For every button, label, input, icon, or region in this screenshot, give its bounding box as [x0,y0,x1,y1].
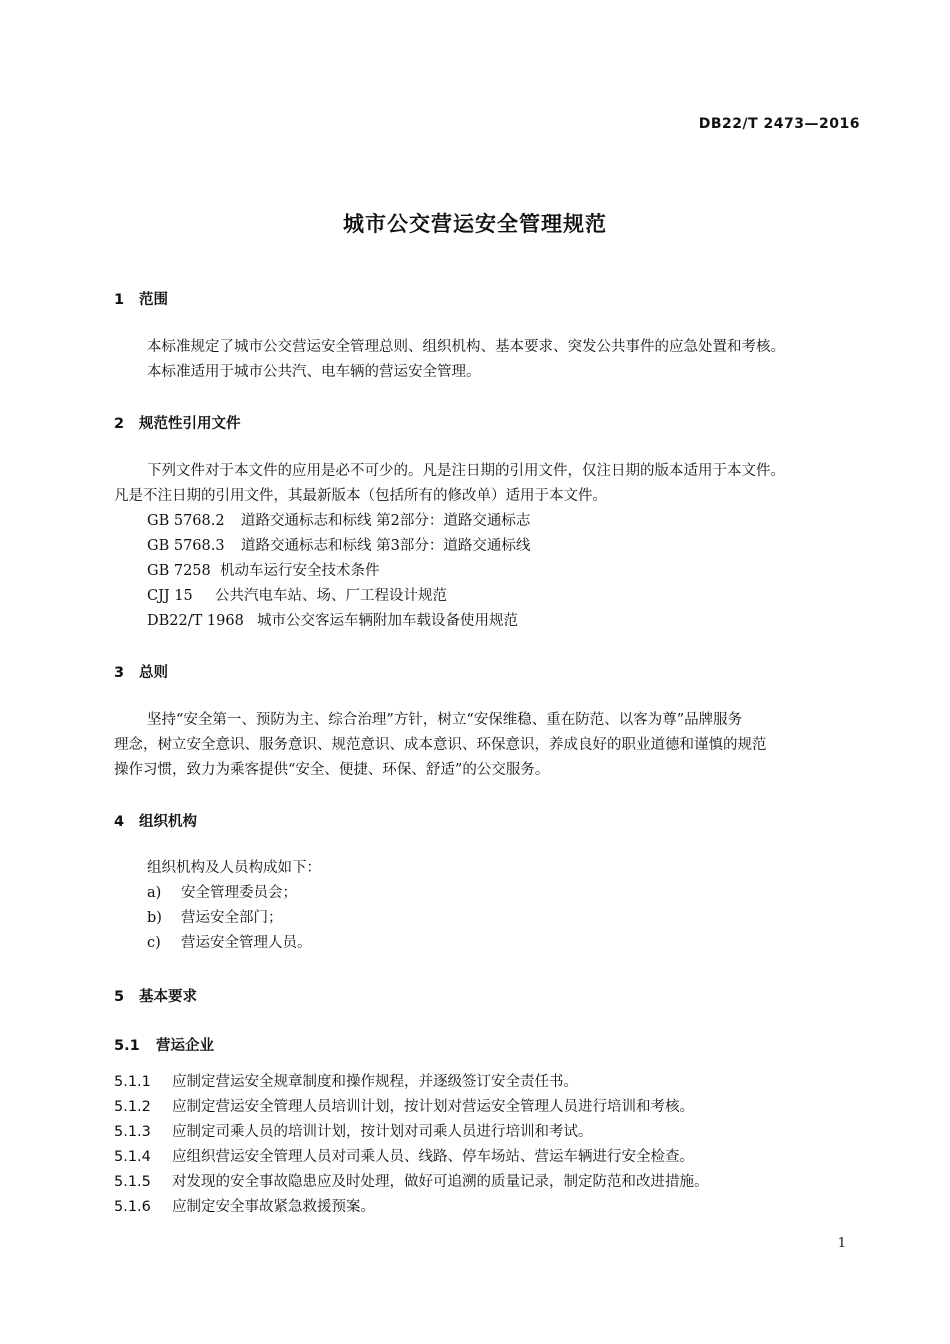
clause-text: 对发现的安全事故隐患应及时处理，做好可追溯的质量记录，制定防范和改进措施。 [172,1174,709,1190]
clause [114,1147,694,1167]
clause [114,1097,694,1117]
list-marker: b) [147,910,162,926]
clause-number: 5.1.1 [114,1074,151,1090]
reference-title: 道路交通标志和标线 第2部分：道路交通标志 [241,513,531,529]
clause-number: 5.1.5 [114,1174,151,1190]
section-number: 2 [114,416,125,432]
document-code: DB22/T 2473—2016 [698,116,860,132]
reference-title: 机动车运行安全技术条件 [220,563,380,579]
reference-item [147,561,380,581]
paragraph: 本标准适用于城市公共汽、电车辆的营运安全管理。 [147,364,481,380]
reference-title: 公共汽电车站、场、厂工程设计规范 [215,588,447,604]
list-item [147,908,283,928]
section-title: 基本要求 [139,989,197,1005]
paragraph: 本标准规定了城市公交营运安全管理总则、组织机构、基本要求、突发公共事件的应急处置和考核。 [147,339,785,355]
reference-item [147,586,447,606]
clause-number: 5.1.6 [114,1199,151,1215]
reference-item [147,536,530,556]
document-title: 城市公交营运安全管理规范 [343,212,607,236]
list-marker: c) [147,935,161,951]
reference-item [147,611,518,631]
subsection-heading [114,1034,214,1055]
clause [114,1072,578,1092]
clause-text: 应制定司乘人员的培训计划，按计划对司乘人员进行培训和考试。 [172,1124,593,1140]
paragraph-line: 理念，树立安全意识、服务意识、规范意识、成本意识、环保意识，养成良好的职业道德和谨慎的规范 [114,737,767,753]
section-heading-3 [114,661,168,682]
clause-number: 5.1.4 [114,1149,151,1165]
section-heading-2 [114,412,241,433]
reference-title: 道路交通标志和标线 第3部分：道路交通标线 [241,538,531,554]
paragraph-line: 操作习惯，致力为乘客提供“安全、便捷、环保、舒适”的公交服务。 [114,762,550,778]
section-title: 范围 [139,292,168,308]
reference-item [147,511,530,531]
subsection-title: 营运企业 [156,1038,214,1054]
reference-title: 城市公交客运车辆附加车载设备使用规范 [257,613,518,629]
section-heading-4 [114,810,197,831]
list-item [147,933,312,953]
reference-code: CJJ 15 [147,588,193,604]
reference-code: GB 5768.3 [147,538,225,554]
page-number: 1 [837,1236,846,1251]
section-number: 1 [114,292,125,308]
section-title: 组织机构 [139,814,197,830]
section-heading-1 [114,288,168,309]
clause-text: 应制定安全事故紧急救援预案。 [172,1199,375,1215]
list-text: 安全管理委员会； [181,885,297,901]
clause-text: 应制定营运安全规章制度和操作规程，并逐级签订安全责任书。 [172,1074,578,1090]
section-number: 3 [114,665,125,681]
section-title: 规范性引用文件 [139,416,241,432]
clause [114,1197,375,1217]
paragraph: 凡是不注日期的引用文件，其最新版本（包括所有的修改单）适用于本文件。 [114,488,607,504]
reference-code: GB 5768.2 [147,513,225,529]
clause-number: 5.1.3 [114,1124,151,1140]
section-number: 5 [114,989,125,1005]
clause-text: 应组织营运安全管理人员对司乘人员、线路、停车场站、营运车辆进行安全检查。 [172,1149,694,1165]
clause-number: 5.1.2 [114,1099,151,1115]
paragraph: 下列文件对于本文件的应用是必不可少的。凡是注日期的引用文件，仅注日期的版本适用于本文件。 [147,463,785,479]
paragraph: 组织机构及人员构成如下： [147,860,321,876]
list-text: 营运安全管理人员。 [181,935,312,951]
section-number: 4 [114,814,125,830]
paragraph-line: 坚持“安全第一、预防为主、综合治理”方针，树立“安保维稳、重在防范、以客为尊”品牌服务 [147,712,743,728]
reference-code: GB 7258 [147,563,211,579]
list-text: 营运安全部门； [181,910,283,926]
subsection-number: 5.1 [114,1038,140,1054]
clause [114,1172,709,1192]
section-heading-5 [114,985,197,1006]
clause-text: 应制定营运安全管理人员培训计划，按计划对营运安全管理人员进行培训和考核。 [172,1099,694,1115]
clause [114,1122,593,1142]
reference-code: DB22/T 1968 [147,613,244,629]
section-title: 总则 [139,665,168,681]
list-item [147,883,297,903]
list-marker: a) [147,885,162,901]
